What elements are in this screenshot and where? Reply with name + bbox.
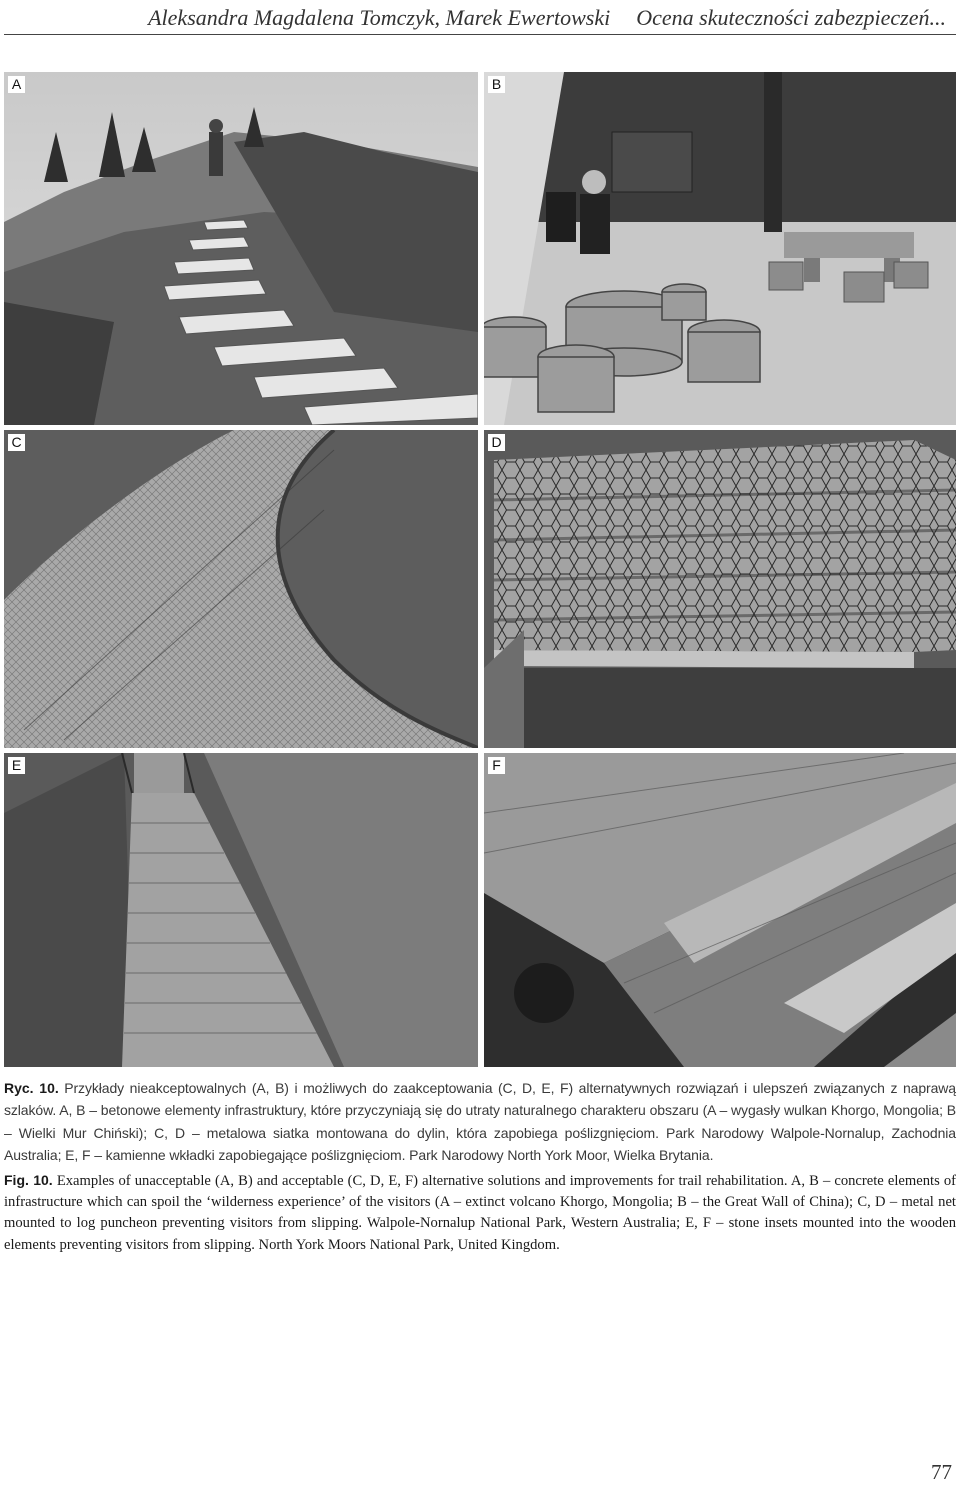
photo-curved-boardwalk-mesh bbox=[4, 430, 478, 748]
running-head-title: Ocena skuteczności zabezpieczeń... bbox=[636, 5, 946, 30]
running-head bbox=[0, 0, 960, 36]
photo-concrete-stump-seats bbox=[484, 72, 956, 425]
figure-caption bbox=[4, 1078, 956, 1258]
caption-english-label: Fig. 10. bbox=[4, 1171, 53, 1188]
photo-straight-boardwalk bbox=[4, 753, 478, 1067]
panel-label: C bbox=[8, 434, 25, 451]
page-number: 77 bbox=[931, 1460, 952, 1484]
running-head-authors: Aleksandra Magdalena Tomczyk, Marek Ewertowski bbox=[148, 5, 611, 30]
photo-mesh-closeup bbox=[484, 430, 956, 748]
photo-panel-e bbox=[4, 753, 478, 1067]
caption-english bbox=[4, 1170, 956, 1257]
photo-panel-d bbox=[484, 430, 956, 748]
caption-polish-label: Ryc. 10. bbox=[4, 1080, 59, 1096]
panel-label: D bbox=[488, 434, 505, 451]
photo-panel-a bbox=[4, 72, 478, 425]
figure-grid bbox=[4, 72, 956, 1067]
caption-polish-text: Przykłady nieakceptowalnych (A, B) i możliwych do zaakceptowania (C, D, E, F) alternatywnych rozwiązań i ulepszeń związanych z naprawą szlaków. A, B – betonowe elementy infrastruktury, które przyczyniają się do utraty naturalnego charakteru obszaru (A – wygasły wulkan Khorgo, Mongolia; B – Wielki Mur Chiński); C, D – metalowa siatka montowana do dylin, która zapobiega poślizgnięciom. Park Narodowy Walpole-Nornalup, Zachodnia Australia; E, F – kamienne wkładki zapobiegające poślizgnięciom. Park Narodowy North York Moor, Wielka Brytania. bbox=[4, 1080, 956, 1164]
header-rule bbox=[4, 34, 956, 35]
photo-stone-insets bbox=[484, 753, 956, 1067]
photo-panel-c bbox=[4, 430, 478, 748]
panel-label: F bbox=[488, 757, 505, 774]
photo-panel-b bbox=[484, 72, 956, 425]
photo-panel-f bbox=[484, 753, 956, 1067]
caption-english-text: Examples of unacceptable (A, B) and acceptable (C, D, E, F) alternative solutions and improvements for trail rehabilitation. A, B – concrete elements of infrastructure which can spoil the ‘wilderness experience’ of the visitors (A – extinct volcano Khorgo, Mongolia; B – the Great Wall of China); C, D – metal net mounted to log puncheon preventing visitors from slipping. Walpole-Nornalup National Park, Western Australia; E, F – stone insets mounted into the wooden elements preventing visitors from slipping. North York Moors National Park, United Kingdom. bbox=[4, 1172, 957, 1253]
panel-label: B bbox=[488, 76, 505, 93]
panel-label: E bbox=[8, 757, 25, 774]
panel-label: A bbox=[8, 76, 25, 93]
caption-polish bbox=[4, 1078, 956, 1168]
photo-concrete-steps-volcano bbox=[4, 72, 478, 425]
